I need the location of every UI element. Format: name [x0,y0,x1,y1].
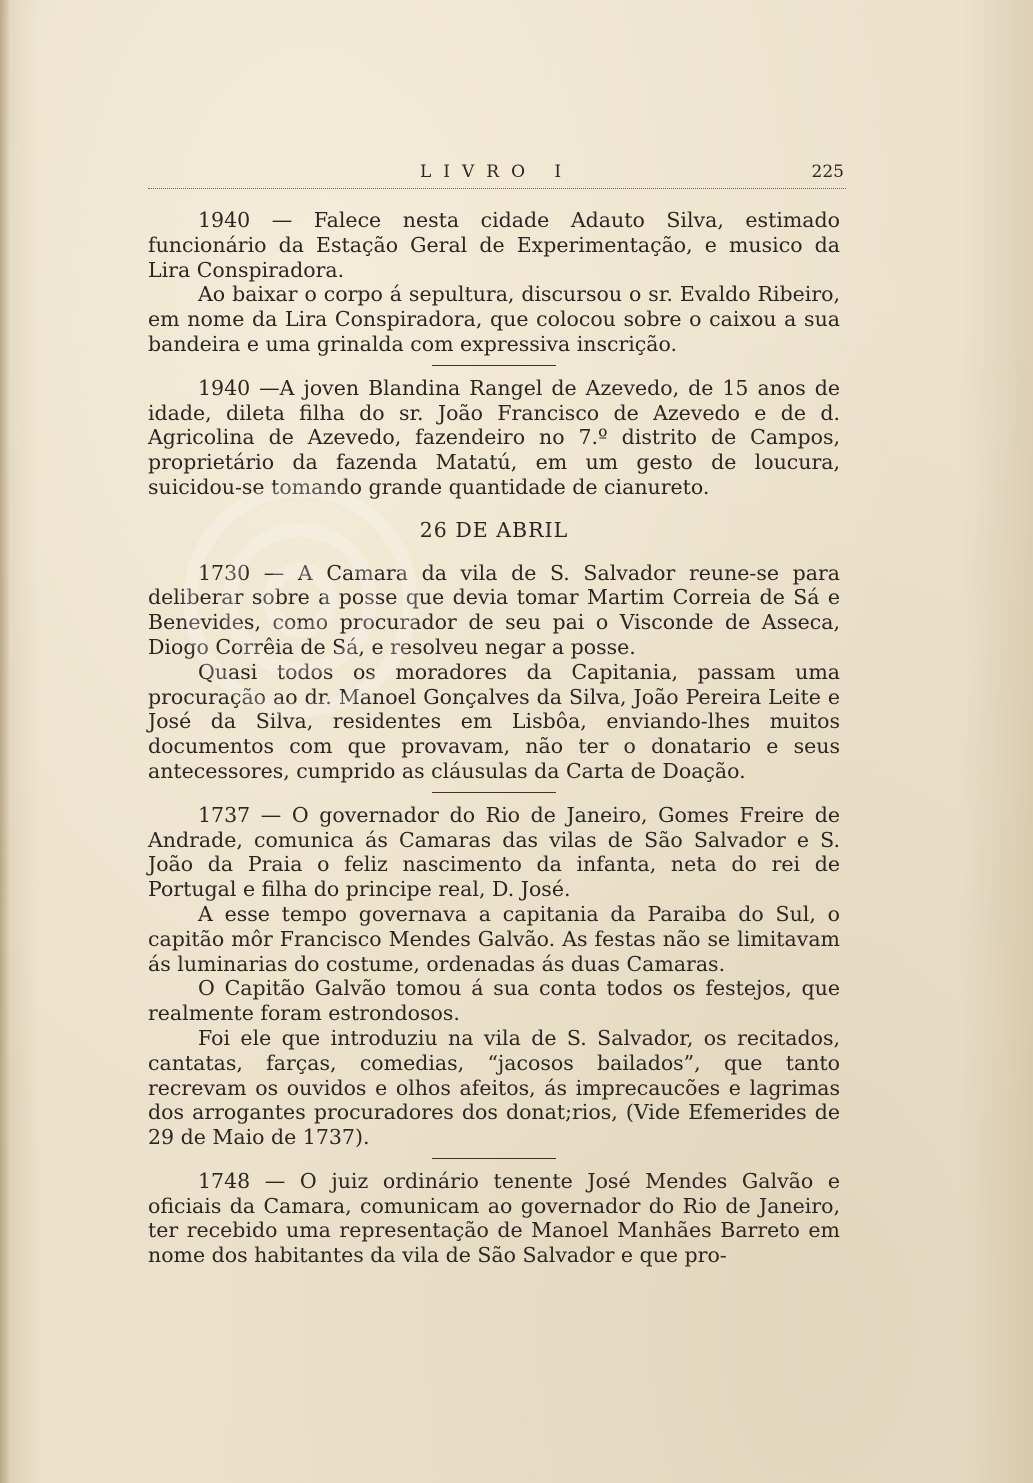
entry-1940-blandina [148,376,840,500]
paragraph: 1940 —A joven Blandina Rangel de Azevedo, de 15 anos de idade, dileta filha do sr. João Francisco de Azevedo e de d. Agricolina de Azevedo, fazendeiro no 7.º distrito de Campos, proprietário da fazenda Matatú, em um gesto de loucura, suicidou-se tomando grande quantidade de cianureto. [148,375,840,499]
paragraph: O Capitão Galvão tomou á sua conta todos os festejos, que realmente foram estrondosos. [148,976,840,1026]
entry-1730 [148,561,840,784]
section-rule [432,792,556,793]
section-rule [432,365,556,366]
section-rule [432,1158,556,1159]
body-text [148,208,840,1268]
running-head: LIVRO I [420,162,574,182]
paragraph: 1748 — O juiz ordinário tenente José Mendes Galvão e oficiais da Camara, comunicam ao governador do Rio de Janeiro, ter recebido uma representação de Manoel Manhães Barreto em nome dos habitantes da vila de São Salvador e que pro- [148,1168,840,1268]
page-edge-shadow [0,0,10,1483]
paragraph: 1730 — A Camara da vila de S. Salvador reune-se para deliberar sobre a posse que devia tomar Martim Correia de Sá e Benevides, como procurador de seu pai o Visconde de Asseca, Diogo Corrêia de Sá, e resolveu negar a posse. [148,560,840,659]
page-header [148,160,846,189]
date-heading: 26 DE ABRIL [419,517,569,542]
paragraph: 1737 — O governador do Rio de Janeiro, Gomes Freire de Andrade, comunica ás Camaras das vilas de São Salvador e S. João da Praia o feliz nascimento da infanta, neta do rei de Portugal e filha do principe real, D. José. [148,802,840,902]
paragraph: Foi ele que introduziu na vila de S. Salvador, os recitados, cantatas, farças, comedias, “jacosos bailados”, que tanto recrevam os ouvidos e olhos afeitos, ás imprecaucões e lagrimas dos arrogantes procuradores dos donat;rios, (Vide Efemerides de 29 de Maio de 1737). [148,1025,840,1150]
entry-1748 [148,1169,840,1268]
entry-1737 [148,803,840,1150]
paragraph: Quasi todos os moradores da Capitania, passam uma procuração ao dr. Manoel Gonçalves da Silva, João Pereira Leite e José da Silva, residentes em Lisbôa, enviando-lhes muitos documentos com que provavam, não ter o donatario e seus antecessores, cumprido as cláusulas da Carta de Doação. [148,659,840,783]
paragraph: A esse tempo governava a capitania da Paraiba do Sul, o capitão môr Francisco Mendes Galvão. As festas não se limitavam ás luminarias do costume, ordenadas ás duas Camaras. [148,901,840,976]
page-number: 225 [811,162,844,182]
paragraph: Ao baixar o corpo á sepultura, discursou o sr. Evaldo Ribeiro, em nome da Lira Conspiradora, que colocou sobre o caixou a sua bandeira e uma grinalda com expressiva inscrição. [148,282,840,356]
paragraph: 1940 — Falece nesta cidade Adauto Silva, estimado funcionário da Estação Geral de Experimentação, e musico da Lira Conspiradora. [148,208,840,282]
entry-1940-adauto [148,208,840,357]
